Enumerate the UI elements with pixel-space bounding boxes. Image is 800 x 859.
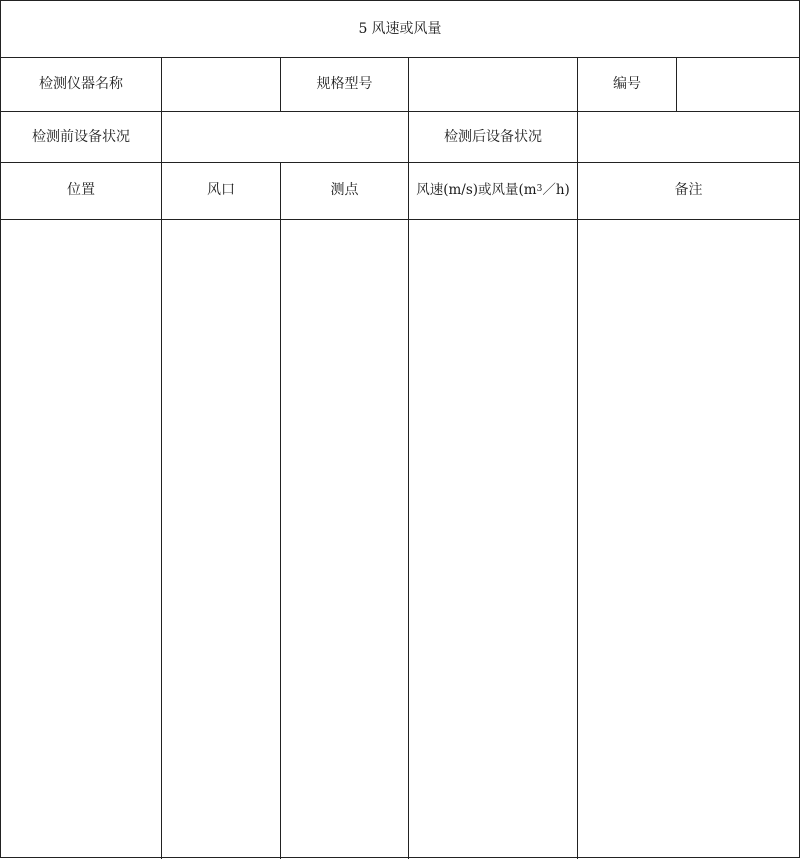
position-column-body[interactable] (1, 220, 161, 857)
serial-label: 编号 (613, 76, 641, 92)
pre-test-status-field[interactable] (162, 111, 408, 162)
measuring-point-column-body[interactable] (281, 220, 408, 857)
model-label: 规格型号 (316, 76, 373, 92)
outlet-column-body[interactable] (162, 220, 280, 857)
remarks-column-body[interactable] (578, 220, 799, 857)
column-header-measuring-point: 测点 (330, 181, 359, 198)
form-title-text: 风速或风量 (371, 21, 442, 37)
post-test-status-label: 检测后设备状况 (444, 128, 542, 145)
speed-unit: (m/s) (443, 181, 479, 198)
serial-field[interactable] (677, 57, 799, 111)
model-field[interactable] (409, 57, 577, 111)
column-header-outlet: 风口 (207, 181, 235, 198)
column-header-speed-or-volume: 风速 (m/s) 或风量 (m $^3$ ／h) (416, 181, 570, 198)
speed-label: 风速 (416, 181, 444, 198)
volume-unit-open: (m (518, 181, 537, 198)
volume-unit-close: ／h) (542, 181, 570, 198)
form-title-number: 5 (358, 21, 368, 37)
instrument-name-field[interactable] (162, 57, 280, 111)
speed-or-volume-column-body[interactable] (409, 220, 577, 857)
column-header-remarks: 备注 (674, 181, 703, 198)
post-test-status-field[interactable] (578, 111, 799, 162)
pre-test-status-label: 检测前设备状况 (32, 128, 130, 145)
or-volume-label: 或风量 (478, 181, 519, 198)
instrument-name-label: 检测仪器名称 (39, 76, 123, 92)
form-title (1, 1, 799, 57)
column-header-position: 位置 (67, 181, 95, 198)
